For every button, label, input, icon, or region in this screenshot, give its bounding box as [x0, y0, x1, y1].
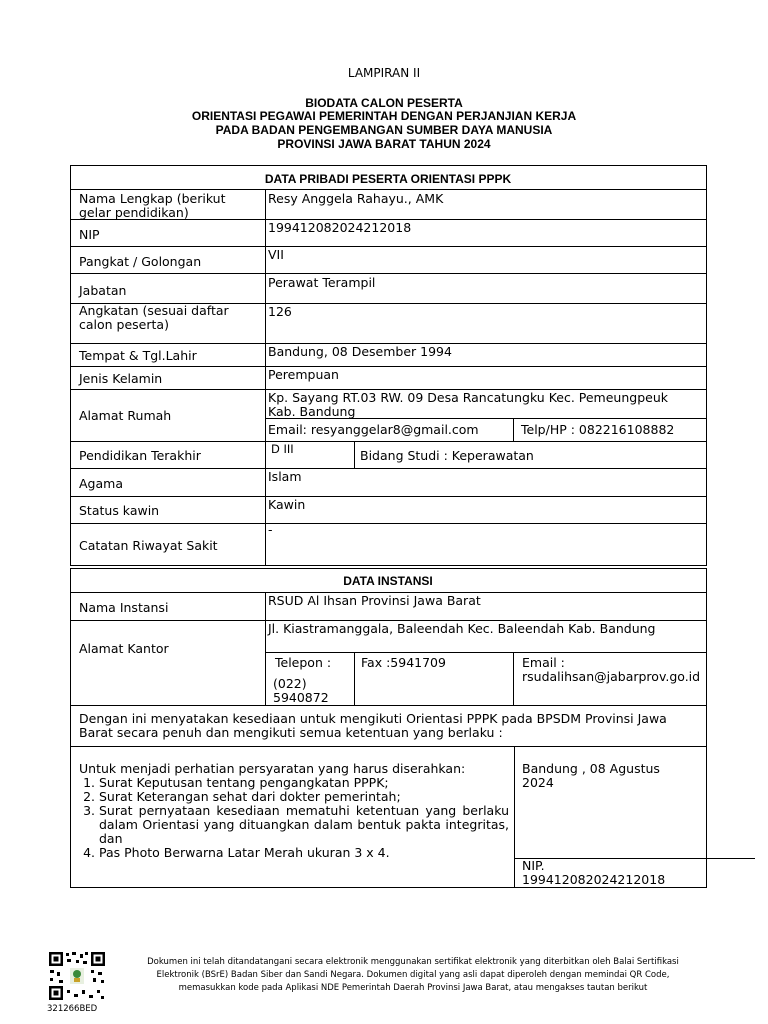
qr-code-text: 321266BED [47, 1004, 98, 1014]
label-jenis-kelamin: Jenis Kelamin [79, 371, 163, 386]
value-email-instansi: rsudalihsan@jabarprov.go.id [522, 669, 701, 684]
value-alamat-rumah: Kp. Sayang RT.03 RW. 09 Desa Rancatungku Kec. Pemeungpeuk Kab. Bandung [268, 390, 668, 419]
value-nama-instansi: RSUD Al Ihsan Provinsi Jawa Barat [268, 593, 481, 608]
requirement-item-2: 2. Surat Keterangan sehat dari dokter pemerintah; [99, 790, 509, 804]
requirement-item-4: 4. Pas Photo Berwarna Latar Merah ukuran 3 x 4. [99, 846, 509, 860]
label-jabatan: Jabatan [79, 283, 127, 298]
lampiran-label: LAMPIRAN II [347, 66, 421, 80]
signature-nip-label: NIP. [522, 858, 545, 873]
value-telp: Telp/HP : 082216108882 [521, 422, 675, 437]
requirements-intro: Untuk menjadi perhatian persyaratan yang harus diserahkan: [79, 761, 466, 776]
label-angkatan: Angkatan (sesuai daftar calon peserta) [79, 303, 229, 332]
value-angkatan: 126 [268, 304, 292, 319]
label-pendidikan: Pendidikan Terakhir [79, 448, 201, 463]
title-line-4: PROVINSI JAWA BARAT TAHUN 2024 [277, 137, 491, 151]
value-bidang-studi: Bidang Studi : Keperawatan [360, 448, 534, 463]
label-telepon: Telepon : [275, 655, 332, 670]
value-status-kawin: Kawin [268, 497, 306, 512]
value-telepon: (022) 5940872 [273, 676, 329, 705]
requirement-item-1: 1. Surat Keputusan tentang pengangkatan PPPK; [99, 776, 509, 790]
value-agama: Islam [268, 469, 302, 484]
title-line-3: PADA BADAN PENGEMBANGAN SUMBER DAYA MANUSIA [215, 123, 553, 137]
label-nama-instansi: Nama Instansi [79, 600, 169, 615]
label-alamat-kantor: Alamat Kantor [79, 641, 169, 656]
title-line-1: BIODATA CALON PESERTA [305, 96, 463, 110]
signature-place-date: Bandung , 08 Agustus 2024 [522, 761, 660, 790]
label-ttl: Tempat & Tgl.Lahir [79, 348, 197, 363]
footer-disclaimer: Dokumen ini telah ditandatangani secara elektronik menggunakan sertifikat elektronik yang diterbitkan oleh Balai Sertifikasi Elektronik (BSrE) Badan Siber dan Sandi Negara. Dokumen digital yang asli dapat diperoleh dengan memindai QR Code, memasukkan kode pada Aplikasi NDE Pemerintah Daerah Provinsi Jawa Barat, atau mengakses tautan berikut [147, 957, 679, 993]
requirement-item-3: 3. Surat pernyataan kesediaan mematuhi ketentuan yang berlaku dalam Orientasi yang dituangkan dalam bentuk pakta integritas, dan [99, 804, 509, 846]
value-alamat-kantor: Jl. Kiastramanggala, Baleendah Kec. Baleendah Kab. Bandung [268, 621, 656, 636]
label-nip: NIP [79, 227, 100, 242]
label-alamat-rumah: Alamat Rumah [79, 408, 172, 423]
value-fax: Fax :5941709 [361, 655, 446, 670]
value-pangkat: VII [268, 247, 284, 262]
title-line-2: ORIENTASI PEGAWAI PEMERINTAH DENGAN PERJANJIAN KERJA [191, 109, 577, 123]
label-email-instansi: Email : [522, 655, 565, 670]
value-email-pribadi: Email: resyanggelar8@gmail.com [268, 422, 479, 437]
value-jenis-kelamin: Perempuan [268, 367, 339, 382]
section-title-personal: DATA PRIBADI PESERTA ORIENTASI PPPK [264, 172, 512, 186]
label-status-kawin: Status kawin [79, 503, 160, 518]
qr-code-icon [47, 950, 107, 1002]
label-pangkat: Pangkat / Golongan [79, 254, 202, 269]
value-jabatan: Perawat Terampil [268, 275, 376, 290]
value-nip: 199412082024212018 [268, 220, 412, 235]
section-title-instansi: DATA INSTANSI [343, 574, 433, 588]
requirements-block [79, 762, 509, 860]
label-nama: Nama Lengkap (berikut gelar pendidikan) [79, 191, 226, 220]
value-pendidikan: D III [271, 442, 294, 456]
requirements-list [79, 776, 509, 860]
signature-nip-value: 199412082024212018 [522, 872, 666, 887]
label-agama: Agama [79, 476, 123, 491]
value-nama: Resy Anggela Rahayu., AMK [268, 191, 444, 206]
value-ttl: Bandung, 08 Desember 1994 [268, 344, 452, 359]
label-catatan-sakit: Catatan Riwayat Sakit [79, 538, 218, 553]
value-catatan-sakit: - [268, 522, 273, 537]
statement-text: Dengan ini menyatakan kesediaan untuk mengikuti Orientasi PPPK pada BPSDM Provinsi Jawa Barat secara penuh dan mengikuti semua ketentuan yang berlaku : [79, 711, 667, 740]
